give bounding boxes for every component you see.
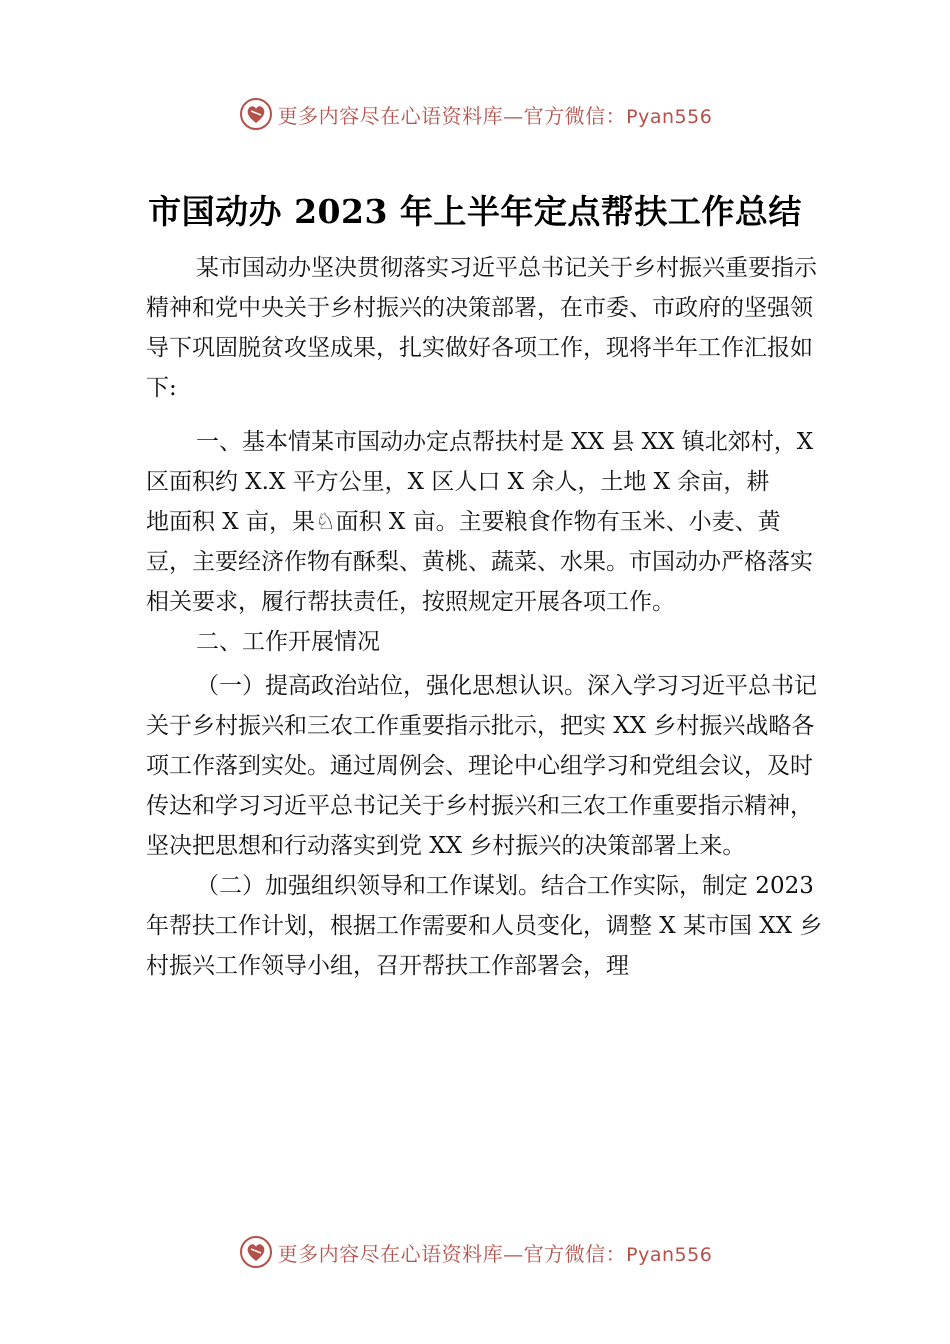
paragraph-intro: 某市国动办坚决贯彻落实习近平总书记关于乡村振兴重要指示精神和党中央关于乡村振兴的决策部署，在市委、市政府的坚强领导下巩固脱贫攻坚成果，扎实做好各项工作，现将半年工作汇报如下:: [146, 255, 817, 401]
wechat-id: Pyan556: [626, 1243, 713, 1266]
paragraph-item-1: （一）提高政治站位，强化思想认识。深入学习习近平总书记关于乡村振兴和三农工作重要指示批示，把实 XX 乡村振兴战略各项工作落到实处。通过周例会、理论中心组学习和党组会议，及时传达和学习习近平总书记关于乡村振兴和三农工作重要指示精神，坚决把思想和行动落实到党 XX 乡村振兴的决策部署上来。: [146, 673, 817, 859]
paragraph-basic-info-cont: 地面积 X 亩，果♘面积 X 亩。主要粮食作物有玉米、小麦、黄豆，主要经济作物有酥梨、黄桃、蔬菜、水果。市国动办严格落实相关要求，履行帮扶责任，按照规定开展各项工作。: [146, 509, 813, 615]
paragraph-item-2: （二）加强组织领导和工作谋划。结合工作实际，制定 2023 年帮扶工作计划，根据工作需要和人员变化，调整 X 某市国 XX 乡村振兴工作领导小组，召开帮扶工作部署会，理: [146, 873, 823, 979]
heart-logo-icon: [238, 96, 274, 132]
heart-logo-icon: [238, 1234, 274, 1270]
paragraph-basic-info: 一、基本情某市国动办定点帮扶村是 XX 县 XX 镇北郊村，X 区面积约 X.X 平方公里，X 区人口 X 余人，土地 X 余亩，耕: [146, 429, 814, 495]
document-title: 市国动办 2023 年上半年定点帮扶工作总结: [148, 192, 802, 231]
wechat-id: Pyan556: [626, 105, 713, 128]
footer-watermark: [0, 1232, 950, 1272]
watermark-text: 更多内容尽在心语资料库—官方微信：Pyan556: [277, 1241, 713, 1266]
watermark-text: 更多内容尽在心语资料库—官方微信：Pyan556: [277, 103, 713, 128]
header-watermark: [0, 94, 950, 134]
document-body: [146, 248, 826, 986]
section-heading-work: 二、工作开展情况: [196, 629, 380, 655]
